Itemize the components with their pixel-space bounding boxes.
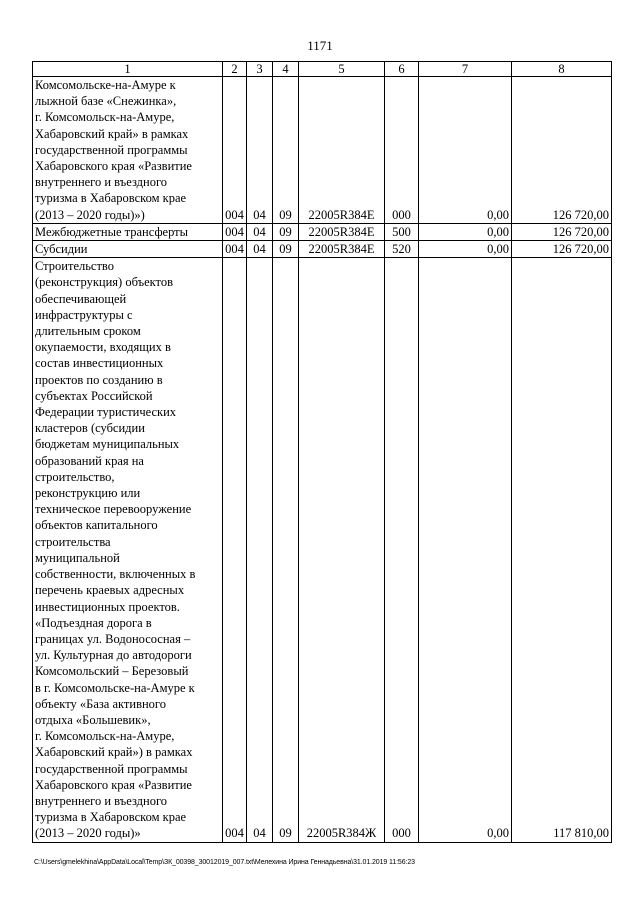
cell-target-article: 22005R384E xyxy=(299,223,385,240)
file-path-footer: C:\Users\gmelekhina\AppData\Local\Temp\ЗК_00398_30012019_007.txt\Мелехина Ирина Геннадьевна\31.01.2019 11:56:23 xyxy=(34,859,415,866)
cell-ministry: 004 xyxy=(223,258,247,842)
cell-amount-8: 126 720,00 xyxy=(512,241,612,258)
table-row xyxy=(33,223,612,240)
row-name: Строительство (реконструкция) объектов обеспечивающей инфраструктуры с длительным сроком окупаемости, входящих в состав инвестиционных проектов по созданию в субъектах Российской Федерации туристических кластеров (субсидии бюджетам муниципальных образований края на строительство, реконструкцию или техническое перевооружение объектов капитального строительства муниципальной собственности, включенных в перечень краевых адресных инвестиционных проектов. «Подъездная дорога в границах ул. Водонососная – ул. Культурная до автодороги Комсомольский – Березовый в г. Комсомольске-на-Амуре к объекту «База активного отдыха «Большевик», г. Комсомольск-на-Амуре, Хабаровский край») в рамках государственной программы Хабаровского края «Развитие внутреннего и въездного туризма в Хабаровском крае (2013 – 2020 годы)» xyxy=(33,258,223,842)
col-header-5: 5 xyxy=(299,62,385,77)
cell-amount-7: 0,00 xyxy=(419,223,512,240)
cell-section: 04 xyxy=(247,258,273,842)
cell-amount-8: 126 720,00 xyxy=(512,223,612,240)
cell-amount-7: 0,00 xyxy=(419,241,512,258)
cell-target-article: 22005R384Ж xyxy=(299,258,385,842)
cell-ministry: 004 xyxy=(223,223,247,240)
cell-section: 04 xyxy=(247,241,273,258)
cell-amount-8: 117 810,00 xyxy=(512,258,612,842)
cell-expense-type: 000 xyxy=(385,258,419,842)
cell-section: 04 xyxy=(247,77,273,224)
col-header-6: 6 xyxy=(385,62,419,77)
row-name: Субсидии xyxy=(33,241,223,258)
table-row xyxy=(33,241,612,258)
cell-expense-type: 500 xyxy=(385,223,419,240)
cell-amount-8: 126 720,00 xyxy=(512,77,612,224)
cell-ministry: 004 xyxy=(223,77,247,224)
col-header-8: 8 xyxy=(512,62,612,77)
col-header-7: 7 xyxy=(419,62,512,77)
cell-amount-7: 0,00 xyxy=(419,77,512,224)
cell-subsection: 09 xyxy=(273,258,299,842)
row-name: Межбюджетные трансферты xyxy=(33,223,223,240)
col-header-4: 4 xyxy=(273,62,299,77)
col-header-2: 2 xyxy=(223,62,247,77)
cell-section: 04 xyxy=(247,223,273,240)
header-row xyxy=(33,62,612,77)
cell-expense-type: 520 xyxy=(385,241,419,258)
cell-subsection: 09 xyxy=(273,223,299,240)
cell-subsection: 09 xyxy=(273,77,299,224)
col-header-3: 3 xyxy=(247,62,273,77)
cell-amount-7: 0,00 xyxy=(419,258,512,842)
page-number: 1171 xyxy=(307,38,333,53)
cell-target-article: 22005R384E xyxy=(299,241,385,258)
col-header-1: 1 xyxy=(33,62,223,77)
cell-expense-type: 000 xyxy=(385,77,419,224)
table-row xyxy=(33,77,612,224)
budget-table xyxy=(32,61,612,843)
table-row xyxy=(33,258,612,842)
cell-subsection: 09 xyxy=(273,241,299,258)
cell-target-article: 22005R384E xyxy=(299,77,385,224)
cell-ministry: 004 xyxy=(223,241,247,258)
row-name: Комсомольске-на-Амуре к лыжной базе «Снежинка», г. Комсомольск-на-Амуре, Хабаровский край» в рамках государственной программы Хабаровского края «Развитие внутреннего и въездного туризма в Хабаровском крае (2013 – 2020 годы)») xyxy=(33,77,223,224)
